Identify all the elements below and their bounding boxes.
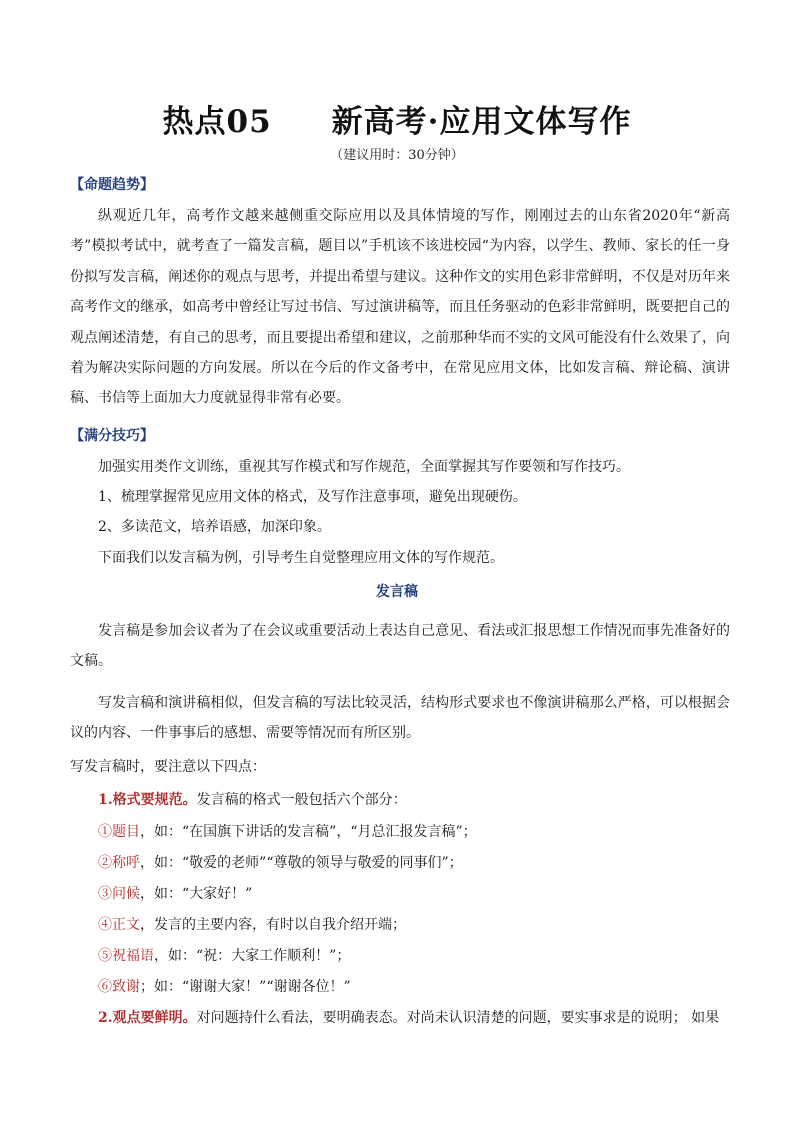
format-item bbox=[98, 945, 350, 965]
format-item-mark: ①题目 bbox=[98, 824, 140, 840]
format-item-text: ，如：“大家好！” bbox=[140, 886, 253, 902]
skills-line-4: 下面我们以发言稿为例，引导考生自觉整理应用文体的写作规范。 bbox=[98, 550, 504, 566]
skills-line-3: 2、多读范文，培养语感，加深印象。 bbox=[98, 519, 331, 535]
format-item-mark: ②称呼 bbox=[98, 855, 140, 871]
page-subtitle: （建议用时：30分钟） bbox=[330, 148, 464, 163]
format-item-text: ；如：“谢谢大家！”“谢谢各位！” bbox=[140, 979, 351, 995]
format-item-mark: ④正文 bbox=[98, 917, 140, 933]
point-2-text: 对问题持什么看法，要明确表态。对尚未认识清楚的问题，要实事求是的说明； 如果 bbox=[196, 1010, 720, 1026]
page-title bbox=[0, 96, 794, 141]
format-item-mark: ⑥致谢 bbox=[98, 979, 140, 995]
point-1-text: 发言稿的格式一般包括六个部分： bbox=[196, 792, 407, 808]
point-2 bbox=[98, 1007, 719, 1027]
format-item-text: ，如：“祝：大家工作顺利！”； bbox=[154, 948, 351, 964]
format-item-mark: ③问候 bbox=[98, 886, 140, 902]
format-item bbox=[98, 883, 252, 903]
format-item bbox=[98, 914, 406, 934]
format-item bbox=[98, 821, 477, 841]
format-item-text: ，发言的主要内容，有时以自我介绍开端； bbox=[140, 917, 406, 933]
format-item bbox=[98, 852, 463, 872]
speech-compare: 写发言稿和演讲稿相似，但发言稿的写法比较灵活，结构形式要求也不像演讲稿那么严格，可以根据会议的内容、一件事事后的感想、需要等情况而有所区别。 bbox=[70, 695, 730, 742]
format-item-text: ，如：“敬爱的老师”“尊敬的领导与敬爱的同事们”； bbox=[140, 855, 463, 871]
section-skills-label: 【满分技巧】 bbox=[70, 428, 154, 444]
point-1-label: 1.格式要规范。 bbox=[98, 792, 197, 808]
title-right: 新高考·应用文体写作 bbox=[331, 104, 632, 140]
speech-definition: 发言稿是参加会议者为了在会议或重要活动上表达自己意见、看法或汇报思想工作情况而事先准备好的文稿。 bbox=[70, 623, 730, 670]
format-item-text: ，如：“在国旗下讲话的发言稿”，“月总汇报发言稿”； bbox=[140, 824, 477, 840]
points-intro: 写发言稿时，要注意以下四点： bbox=[70, 759, 266, 775]
point-1 bbox=[98, 789, 407, 809]
speech-heading: 发言稿 bbox=[376, 584, 418, 600]
skills-line-1: 加强实用类作文训练，重视其写作模式和写作规范，全面掌握其写作要领和写作技巧。 bbox=[98, 459, 630, 475]
skills-line-2: 1、梳理掌握常见应用文体的格式，及写作注意事项，避免出现硬伤。 bbox=[98, 489, 527, 505]
format-item-mark: ⑤祝福语 bbox=[98, 948, 154, 964]
format-item bbox=[98, 976, 351, 996]
trend-paragraph: 纵观近几年，高考作文越来越侧重交际应用以及具体情境的写作，刚刚过去的山东省2020年“新高考”模拟考试中，就考查了一篇发言稿，题目以”手机该不该进校园“为内容，以学生、教师、家长的任一身份拟写发言稿，阐述你的观点与思考，并提出希望与建议。这种作文的实用色彩非常鲜明，不仅是对历年来高考作文的继承，如高考中曾经让写过书信、写过演讲稿等，而且任务驱动的色彩非常鲜明，既要把自己的观点阐述清楚，有自己的思考，而且要提出希望和建议，之前那种华而不实的文风可能没有什么效果了，向着为解决实际问题的方向发展。所以在今后的作文备考中，在常见应用文体，比如发言稿、辩论稿、演讲稿、书信等上面加大力度就显得非常有必要。 bbox=[70, 208, 730, 407]
point-2-label: 2.观点要鲜明。 bbox=[98, 1010, 197, 1026]
section-trend-label: 【命题趋势】 bbox=[70, 177, 154, 193]
title-left: 热点05 bbox=[162, 104, 272, 140]
